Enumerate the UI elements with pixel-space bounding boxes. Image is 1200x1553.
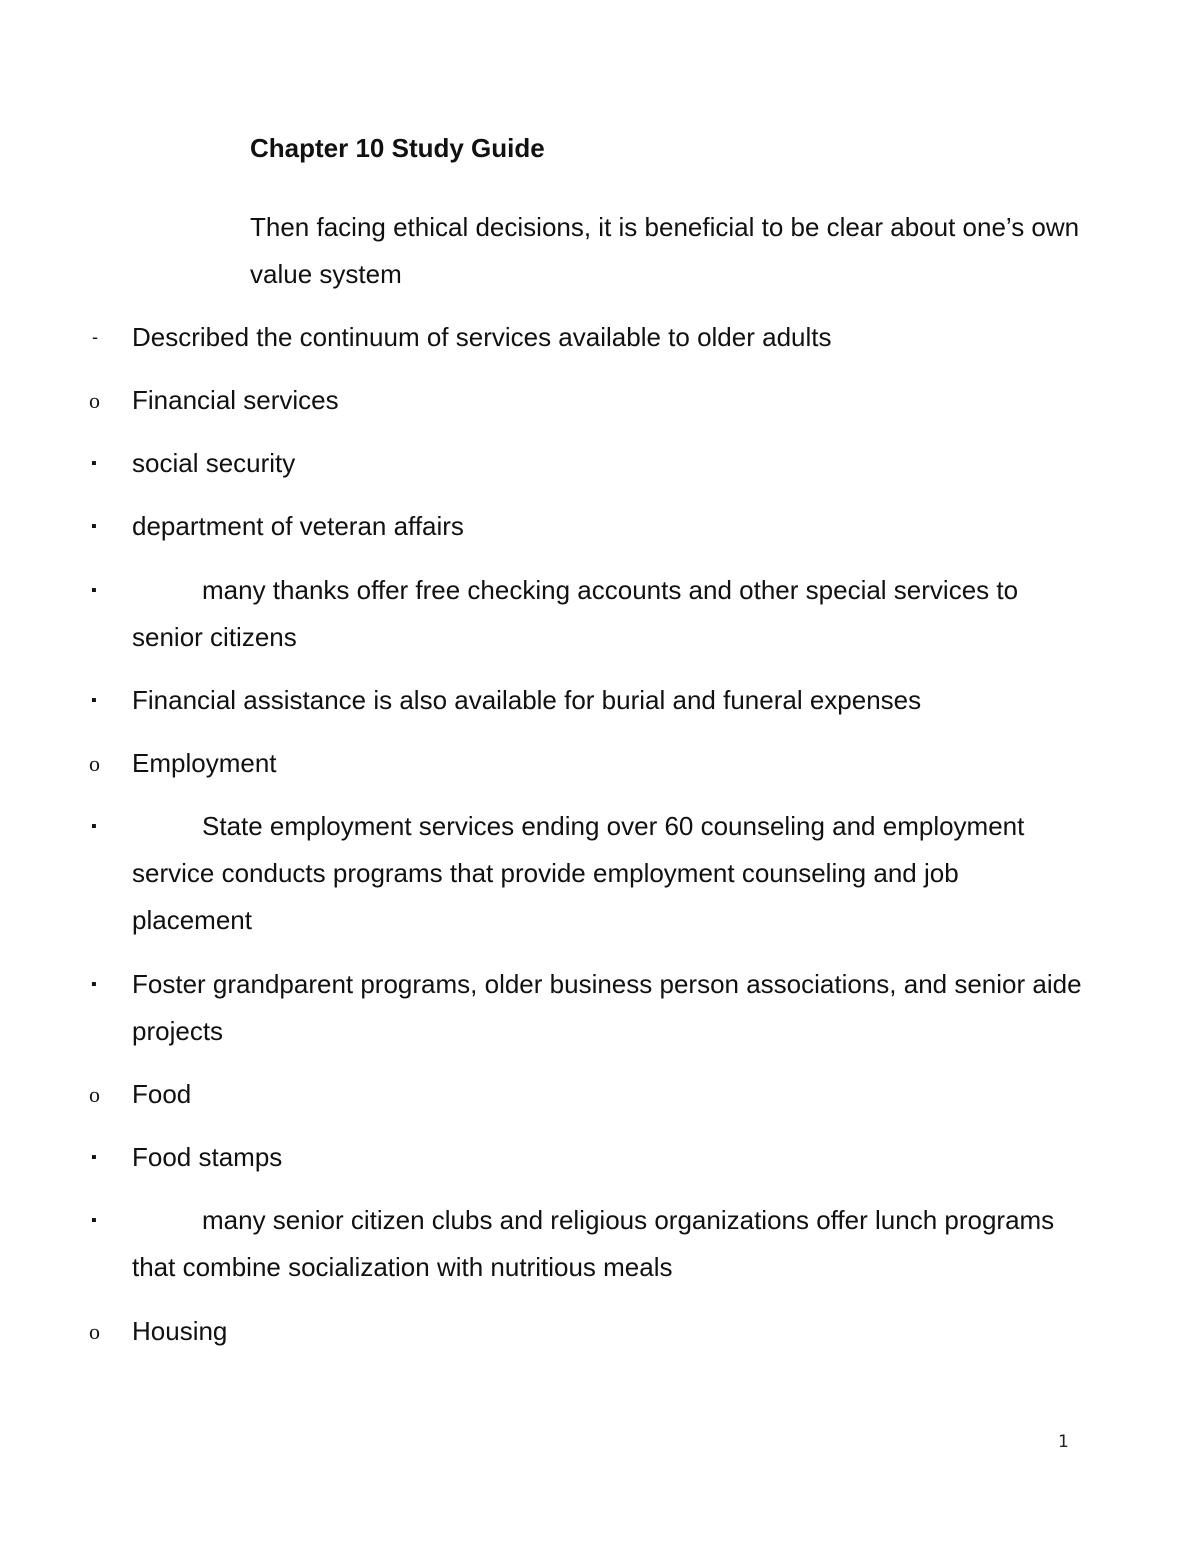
page-title: Chapter 10 Study Guide bbox=[250, 133, 545, 163]
list-item-text: State employment services ending over 60 counseling and employment service conducts programs that provide employment counseling and job placement bbox=[132, 811, 1025, 935]
square-bullet-icon: ▪ bbox=[91, 976, 97, 993]
square-bullet-icon: ▪ bbox=[91, 1149, 97, 1166]
list-item-text: Financial assistance is also available for burial and funeral expenses bbox=[132, 685, 922, 715]
list-item-text: Employment bbox=[132, 748, 277, 778]
square-bullet-icon: ▪ bbox=[91, 692, 97, 709]
list-item-text: many thanks offer free checking accounts and other special services to senior citizens bbox=[132, 575, 1019, 652]
page-number: 1 bbox=[1058, 1432, 1069, 1452]
list-item-text: Described the continuum of services available to older adults bbox=[132, 322, 832, 352]
square-bullet-icon: ▪ bbox=[91, 818, 97, 835]
list-item-text: Food stamps bbox=[132, 1142, 283, 1172]
circle-bullet-icon: o bbox=[89, 1319, 100, 1344]
list-item-text: social security bbox=[132, 448, 296, 478]
square-bullet-icon: ▪ bbox=[91, 1212, 97, 1229]
list-item-text: department of veteran affairs bbox=[132, 511, 464, 541]
list-item-text: Food bbox=[132, 1079, 192, 1109]
list-item-text: many senior citizen clubs and religious organizations offer lunch programs that combine socialization with nutritious meals bbox=[132, 1205, 1055, 1282]
intro-paragraph: Then facing ethical decisions, it is beneficial to be clear about one’s own value system bbox=[250, 212, 1080, 289]
circle-bullet-icon: o bbox=[89, 388, 100, 413]
list-item-text: Financial services bbox=[132, 385, 339, 415]
circle-bullet-icon: o bbox=[89, 1082, 100, 1107]
square-bullet-icon: ▪ bbox=[91, 455, 97, 472]
list-item-text: Foster grandparent programs, older business person associations, and senior aide projects bbox=[132, 969, 1082, 1046]
list-item-text: Housing bbox=[132, 1316, 228, 1346]
square-bullet-icon: ▪ bbox=[91, 518, 97, 535]
dash-bullet-icon: - bbox=[92, 327, 98, 347]
circle-bullet-icon: o bbox=[89, 751, 100, 776]
square-bullet-icon: ▪ bbox=[91, 582, 97, 599]
